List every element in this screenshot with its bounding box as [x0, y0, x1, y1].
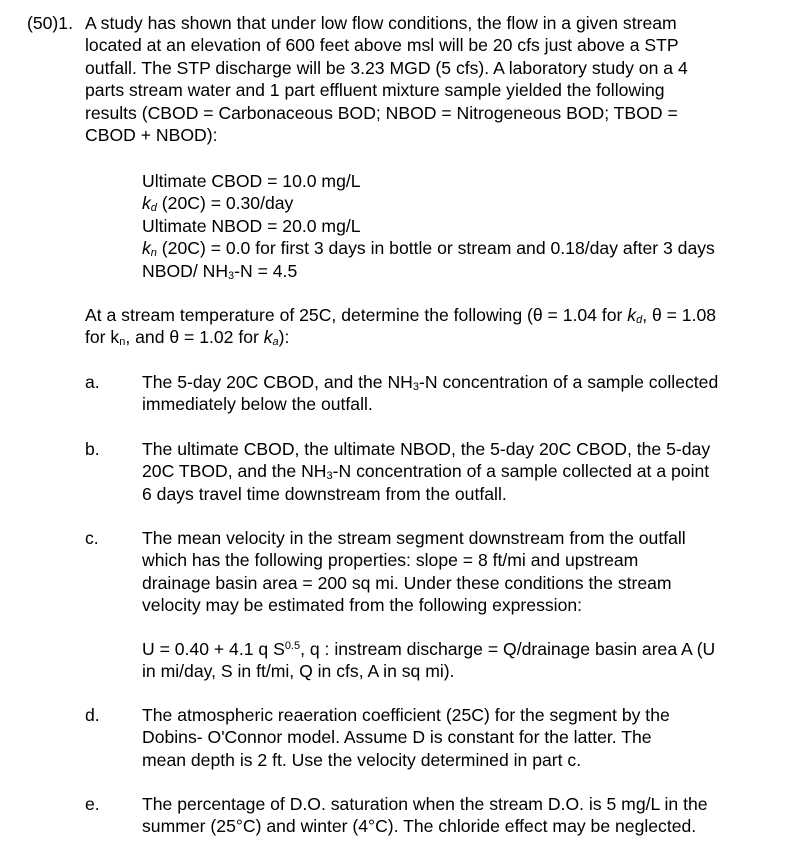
param-kn — [142, 237, 782, 259]
conditions-text — [85, 304, 785, 349]
part-text: -N concentration of a sample collected at a point — [332, 461, 710, 482]
part-text: 20C TBOD, and the NH — [142, 461, 327, 482]
part-body — [142, 704, 782, 771]
equation-exponent: 0.5 — [284, 640, 301, 652]
conditions-line-2 — [85, 326, 785, 348]
ka-subscript: a — [272, 336, 279, 349]
param-ultimate-nbod: Ultimate NBOD = 20.0 mg/L — [142, 215, 361, 236]
param-ultimate-cbod: Ultimate CBOD = 10.0 mg/L — [142, 171, 361, 191]
part-text: -N concentration of a sample collected — [419, 372, 719, 392]
part-line — [142, 371, 782, 393]
conditions-text-part: At a stream temperature of 25C, determine the following (θ = 1.04 for — [85, 305, 628, 325]
part-line: velocity may be estimated from the following expression: — [142, 595, 583, 616]
kd-subscript: d — [636, 314, 643, 326]
part-line: summer (25°C) and winter (4°C). The chloride effect may be neglected. — [142, 816, 697, 837]
ratio-prefix: NBOD/ NH — [142, 260, 229, 281]
param-nbod-nh3-ratio — [142, 260, 782, 282]
kn-subscript: n — [119, 336, 126, 349]
conditions-text-part: , θ = 1.08 — [642, 305, 717, 325]
part-line: The atmospheric reaeration coefficient (25C) for the segment by the — [142, 705, 670, 725]
intro-line: results (CBOD = Carbonaceous BOD; NBOD = Nitrogeneous BOD; TBOD = — [85, 102, 678, 123]
kn-symbol: k — [142, 238, 151, 259]
conditions-line-1 — [85, 304, 785, 326]
conditions-text-part: ): — [278, 327, 290, 348]
param-kd — [142, 192, 782, 214]
intro-line: CBOD + NBOD): — [85, 125, 218, 146]
intro-line: parts stream water and 1 part effluent mixture sample yielded the following — [85, 80, 665, 101]
conditions-text-part: , and θ = 1.02 for — [125, 327, 264, 348]
part-line — [142, 460, 782, 482]
kd-symbol: k — [142, 193, 151, 214]
part-line: The percentage of D.O. saturation when the stream D.O. is 5 mg/L in the — [142, 794, 708, 814]
kn-subscript: n — [150, 247, 157, 260]
equation-line — [142, 638, 782, 660]
question-number: (50)1. — [27, 13, 73, 33]
nh3-subscript: 3 — [326, 470, 333, 483]
question-intro — [85, 12, 785, 146]
part-label: c. — [85, 528, 99, 548]
part-line: immediately below the outfall. — [142, 394, 373, 415]
part-body — [142, 371, 782, 416]
part-line: drainage basin area = 200 sq mi. Under these conditions the stream — [142, 572, 672, 593]
ka-symbol: k — [263, 327, 273, 348]
equation-text: , q : instream discharge = Q/drainage basin area A (U — [300, 639, 716, 659]
conditions-text-part: for k — [85, 327, 120, 348]
part-line: which has the following properties: slope = 8 ft/mi and upstream — [142, 550, 639, 571]
ratio-subscript: 3 — [228, 269, 235, 282]
part-text: The 5-day 20C CBOD, and the NH — [142, 372, 413, 392]
part-label: a. — [85, 372, 100, 392]
nh3-subscript: 3 — [412, 381, 419, 393]
part-label: b. — [85, 439, 100, 459]
part-line: Dobins- O'Connor model. Assume D is constant for the latter. The — [142, 727, 652, 748]
equation-line: in mi/day, S in ft/mi, Q in cfs, A in sq mi). — [142, 661, 455, 682]
part-line: 6 days travel time downstream from the outfall. — [142, 483, 507, 504]
intro-line: located at an elevation of 600 feet above msl will be 20 cfs just above a STP — [85, 35, 679, 56]
parameter-list — [142, 170, 782, 282]
intro-line: A study has shown that under low flow conditions, the flow in a given stream — [85, 13, 677, 33]
intro-line: outfall. The STP discharge will be 3.23 MGD (5 cfs). A laboratory study on a 4 — [85, 57, 688, 78]
part-line: The mean velocity in the stream segment downstream from the outfall — [142, 528, 686, 548]
part-body — [142, 793, 782, 838]
part-label: e. — [85, 794, 100, 814]
part-label: d. — [85, 705, 100, 725]
part-line: The ultimate CBOD, the ultimate NBOD, the 5-day 20C CBOD, the 5-day — [142, 439, 711, 459]
ratio-suffix: -N = 4.5 — [234, 260, 298, 281]
part-body — [142, 527, 782, 617]
part-line: mean depth is 2 ft. Use the velocity determined in part c. — [142, 749, 582, 770]
kn-value: (20C) = 0.0 for first 3 days in bottle or stream and 0.18/day after 3 days — [156, 238, 715, 259]
velocity-equation — [142, 638, 782, 683]
kd-symbol: k — [627, 305, 637, 325]
equation-text: U = 0.40 + 4.1 q S — [142, 639, 285, 659]
part-body — [142, 438, 782, 505]
kd-subscript: d — [150, 202, 157, 215]
kd-value: (20C) = 0.30/day — [156, 193, 294, 214]
